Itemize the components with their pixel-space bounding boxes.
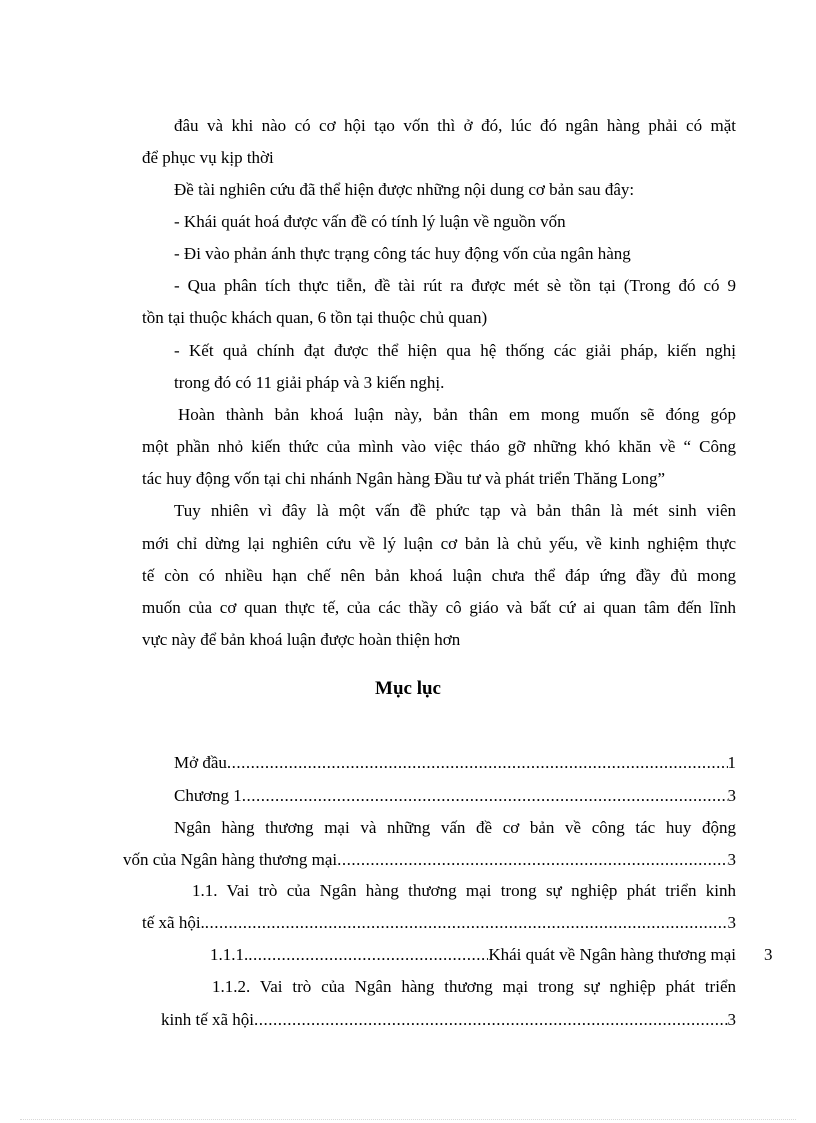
- toc-page-number: 3: [764, 945, 773, 964]
- body-line: vực này để bản khoá luận được hoàn thiện hơn: [142, 630, 461, 649]
- toc-leader: [337, 850, 727, 870]
- toc-entry-subtitle: Khái quát về Ngân hàng thương mại: [488, 945, 736, 964]
- toc-entry-text: kinh tế xã hội: [161, 1010, 255, 1029]
- bullet-line: - Đi vào phản ánh thực trạng công tác huy động vốn của ngân hàng: [174, 244, 631, 263]
- toc-entry[interactable]: [210, 945, 736, 965]
- toc-page-number: 1: [727, 753, 736, 772]
- page-bottom-divider: [20, 1119, 796, 1120]
- toc-title: Mục lục: [375, 678, 441, 699]
- toc-entry-text: Mở đầu: [174, 753, 227, 772]
- toc-entry-text: Chương 1: [174, 786, 242, 805]
- toc-page-number: 3: [727, 850, 736, 869]
- toc-entry[interactable]: [174, 753, 736, 773]
- body-line: Hoàn thành bản khoá luận này, bản thân em mong muốn sẽ đóng góp: [178, 405, 736, 424]
- toc-entry[interactable]: [142, 913, 736, 933]
- body-line: để phục vụ kịp thời: [142, 148, 274, 167]
- body-line: tác huy động vốn tại chi nhánh Ngân hàng Đầu tư và phát triển Thăng Long”: [142, 469, 666, 488]
- bullet-line: - Qua phân tích thực tiễn, đề tài rút ra được mét sè tồn tại (Trong đó có 9: [174, 276, 736, 295]
- toc-leader: [205, 913, 728, 933]
- toc-page-number: 3: [727, 1010, 736, 1029]
- toc-entry[interactable]: [123, 850, 736, 870]
- toc-entry-text: 1.1.1.: [210, 945, 249, 964]
- body-line: Đề tài nghiên cứu đã thể hiện được những nội dung cơ bản sau đây:: [174, 180, 635, 199]
- toc-entry-text[interactable]: Ngân hàng thương mại và những vấn đề cơ bản về công tác huy động: [174, 818, 736, 837]
- toc-leader: [242, 786, 728, 806]
- body-line: một phần nhỏ kiến thức của mình vào việc tháo gỡ những khó khăn về “ Công: [142, 437, 736, 456]
- body-line: Tuy nhiên vì đây là một vấn đề phức tạp và bản thân là mét sinh viên: [174, 501, 736, 520]
- toc-entry[interactable]: [174, 786, 736, 806]
- toc-leader: [254, 1010, 727, 1030]
- toc-leader: [248, 945, 488, 965]
- toc-entry[interactable]: [161, 1010, 736, 1030]
- bullet-line: - Khái quát hoá được vấn đề có tính lý luận về nguồn vốn: [174, 212, 566, 231]
- body-line: trong đó có 11 giải pháp và 3 kiến nghị.: [174, 373, 445, 392]
- toc-entry-text: tế xã hội.: [142, 913, 205, 932]
- body-line: tồn tại thuộc khách quan, 6 tồn tại thuộc chủ quan): [142, 308, 488, 327]
- body-line: đâu và khi nào có cơ hội tạo vốn thì ở đó, lúc đó ngân hàng phải có mặt: [174, 116, 736, 135]
- body-line: mới chỉ dừng lại nghiên cứu về lý luận cơ bản là chủ yếu, về kinh nghiệm thực: [142, 534, 736, 553]
- toc-page-number: 3: [727, 913, 736, 932]
- bullet-line: - Kết quả chính đạt được thể hiện qua hệ thống các giải pháp, kiến nghị: [174, 341, 736, 360]
- body-line: muốn của cơ quan thực tế, của các thầy cô giáo và bất cứ ai quan tâm đến lĩnh: [142, 598, 736, 617]
- toc-entry-text[interactable]: 1.1. Vai trò của Ngân hàng thương mại trong sự nghiệp phát triển kinh: [192, 881, 736, 900]
- toc-entry-text[interactable]: 1.1.2. Vai trò của Ngân hàng thương mại trong sự nghiệp phát triển: [212, 977, 736, 996]
- toc-page-number: 3: [727, 786, 736, 805]
- toc-leader: [227, 753, 728, 773]
- toc-entry-text: vốn của Ngân hàng thương mại: [123, 850, 338, 869]
- body-line: tế còn có nhiều hạn chế nên bản khoá luận chưa thể đáp ứng đầy đủ mong: [142, 566, 736, 585]
